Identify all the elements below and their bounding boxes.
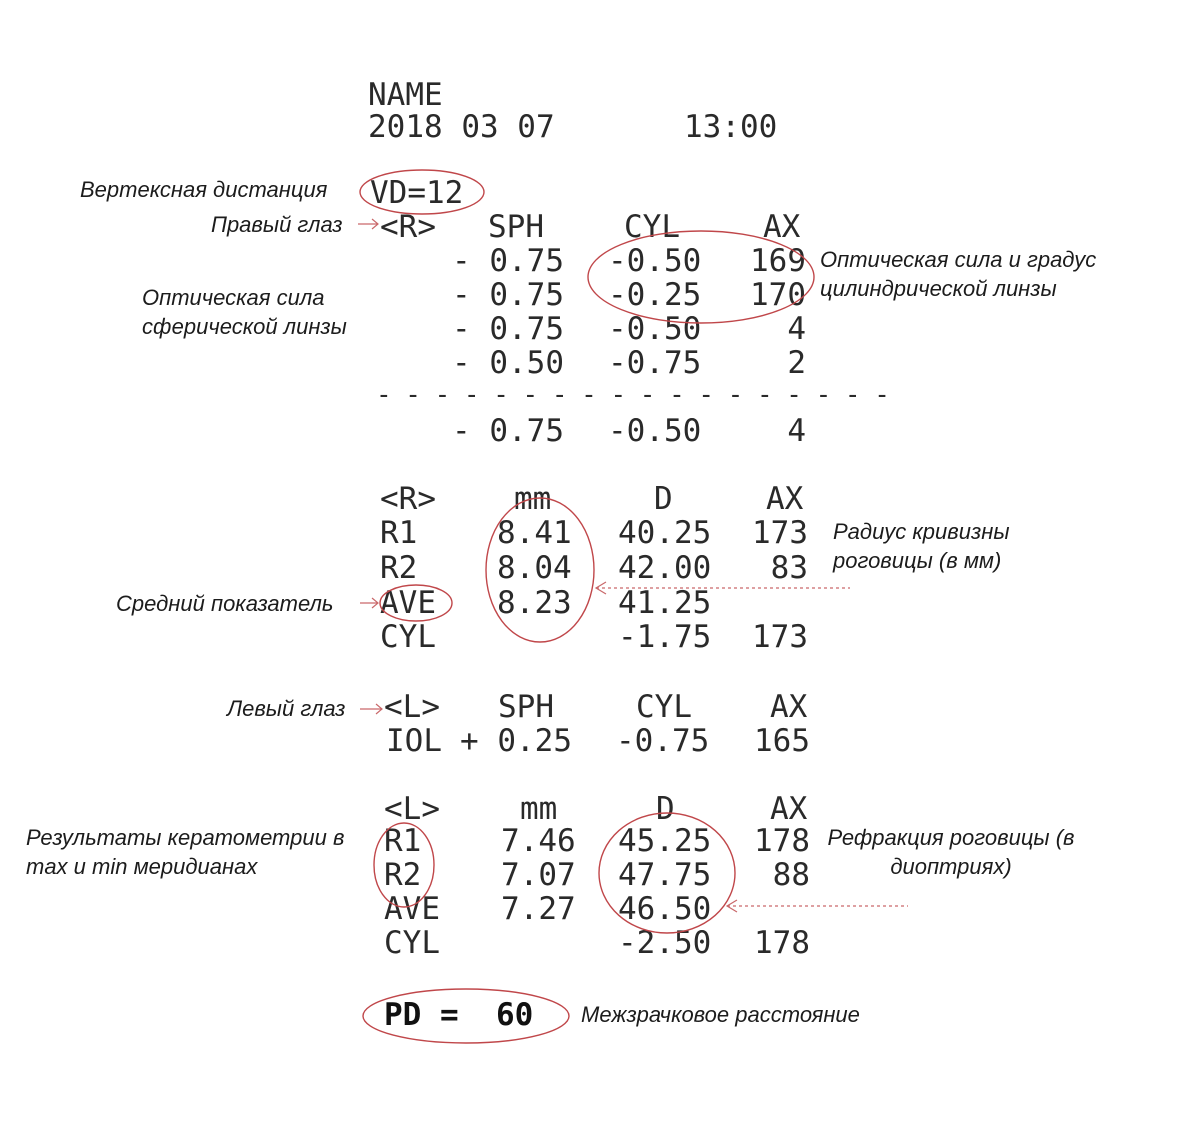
- right-kerato-d-r1: 40.25: [618, 515, 712, 551]
- right-kerato-header-mm: mm: [514, 481, 552, 517]
- left-kerato-mm-r1: 7.46: [501, 823, 576, 859]
- radius-arrow-head: [596, 582, 606, 594]
- right-ax-row-4: 2: [787, 345, 806, 381]
- right-cyl-row-1: -0.50: [608, 243, 702, 279]
- pupillary-distance-note: Межзрачковое расстояние: [581, 1002, 860, 1027]
- left-kerato-d-r2: 47.75: [618, 857, 712, 893]
- right-kerato-d-ave: 41.25: [618, 585, 712, 621]
- print-time: 13:00: [684, 109, 778, 145]
- right-cyl-row-4: -0.75: [608, 345, 702, 381]
- right-cyl-average: -0.50: [608, 413, 702, 449]
- right-sph-row-4: - 0.50: [452, 345, 564, 381]
- left-kerato-ax-r2: 88: [772, 857, 810, 893]
- left-kerato-header-d: D: [656, 791, 675, 827]
- right-ax-row-2: 170: [750, 277, 806, 313]
- sph-power-note: Оптическая сила сферической линзы: [142, 285, 347, 339]
- right-kerato-d-r2: 42.00: [618, 550, 712, 586]
- right-ax-average: 4: [787, 413, 806, 449]
- right-cyl-row-3: -0.50: [608, 311, 702, 347]
- average-arrow-head: [372, 598, 378, 608]
- left-refraction-tag: <L>: [384, 689, 440, 725]
- right-sph-row-3: - 0.75: [452, 311, 564, 347]
- vertex-distance-note: Вертексная дистанция: [80, 177, 328, 202]
- print-date: 2018 03 07: [368, 109, 555, 145]
- right-cyl-row-2: -0.25: [608, 277, 702, 313]
- cornea-arrow-head: [727, 900, 737, 912]
- left-kerato-d-cyl: -2.50: [618, 925, 712, 961]
- patient-name: NAME: [368, 77, 443, 113]
- right-kerato-mm-r1: 8.41: [497, 515, 572, 551]
- right-refraction-header-ax: AX: [763, 209, 801, 245]
- right-refraction-tag: <R>: [380, 209, 436, 245]
- left-kerato-ax-r1: 178: [754, 823, 810, 859]
- right-kerato-mm-ave: 8.23: [497, 585, 572, 621]
- left-eye-arrow-head: [376, 704, 382, 714]
- left-ax-iol: 165: [754, 723, 810, 759]
- right-sph-average: - 0.75: [452, 413, 564, 449]
- left-kerato-header-mm: mm: [520, 791, 558, 827]
- left-refraction-header-cyl: CYL: [636, 689, 692, 725]
- left-eye-note: Левый глаз: [227, 696, 346, 721]
- right-eye-arrow-head: [372, 219, 378, 229]
- kerato-results-note: Результаты кератометрии в max и min меридианах: [26, 825, 345, 879]
- average-note: Средний показатель: [116, 591, 334, 616]
- left-cyl-iol: -0.75: [616, 723, 710, 759]
- radius-note: Радиус кривизны роговицы (в мм): [833, 519, 1010, 573]
- right-refraction-header-cyl: CYL: [624, 209, 680, 245]
- right-kerato-label-cyl: CYL: [380, 619, 436, 655]
- cyl-power-note: Оптическая сила и градус цилиндрической линзы: [820, 247, 1097, 301]
- right-kerato-mm-r2: 8.04: [497, 550, 572, 586]
- left-kerato-ax-cyl: 178: [754, 925, 810, 961]
- left-refraction-label-iol: IOL: [386, 723, 442, 759]
- right-ax-row-3: 4: [787, 311, 806, 347]
- right-kerato-label-ave: AVE: [380, 585, 436, 621]
- right-ax-row-1: 169: [750, 243, 806, 279]
- right-kerato-d-cyl: -1.75: [618, 619, 712, 655]
- right-refraction-separator: - - - - - - - - - - - - - - - - - -: [376, 380, 889, 410]
- left-sph-iol: + 0.25: [460, 723, 572, 759]
- right-sph-row-1: - 0.75: [452, 243, 564, 279]
- cornea-refraction-note: Рефракция роговицы (в диоптриях): [827, 825, 1075, 879]
- left-kerato-label-ave: AVE: [384, 891, 440, 927]
- right-sph-row-2: - 0.75: [452, 277, 564, 313]
- pupillary-distance-value: PD = 60: [384, 997, 534, 1033]
- left-kerato-d-ave: 46.50: [618, 891, 712, 927]
- right-kerato-header-ax: AX: [766, 481, 804, 517]
- right-kerato-label-r1: R1: [380, 515, 418, 551]
- left-kerato-mm-ave: 7.27: [501, 891, 576, 927]
- left-kerato-label-r1: R1: [384, 823, 422, 859]
- right-kerato-ax-r2: 83: [770, 550, 808, 586]
- left-kerato-mm-r2: 7.07: [501, 857, 576, 893]
- left-refraction-header-sph: SPH: [498, 689, 554, 725]
- vertex-distance-value: VD=12: [370, 175, 464, 211]
- right-kerato-header-d: D: [654, 481, 673, 517]
- left-kerato-label-cyl: CYL: [384, 925, 440, 961]
- left-kerato-label-r2: R2: [384, 857, 422, 893]
- left-refraction-header-ax: AX: [770, 689, 808, 725]
- right-refraction-header-sph: SPH: [488, 209, 544, 245]
- left-kerato-d-r1: 45.25: [618, 823, 712, 859]
- right-kerato-tag: <R>: [380, 481, 436, 517]
- right-eye-note: Правый глаз: [211, 212, 343, 237]
- right-kerato-ax-cyl: 173: [752, 619, 808, 655]
- left-kerato-tag: <L>: [384, 791, 440, 827]
- right-kerato-label-r2: R2: [380, 550, 418, 586]
- left-kerato-header-ax: AX: [770, 791, 808, 827]
- right-kerato-ax-r1: 173: [752, 515, 808, 551]
